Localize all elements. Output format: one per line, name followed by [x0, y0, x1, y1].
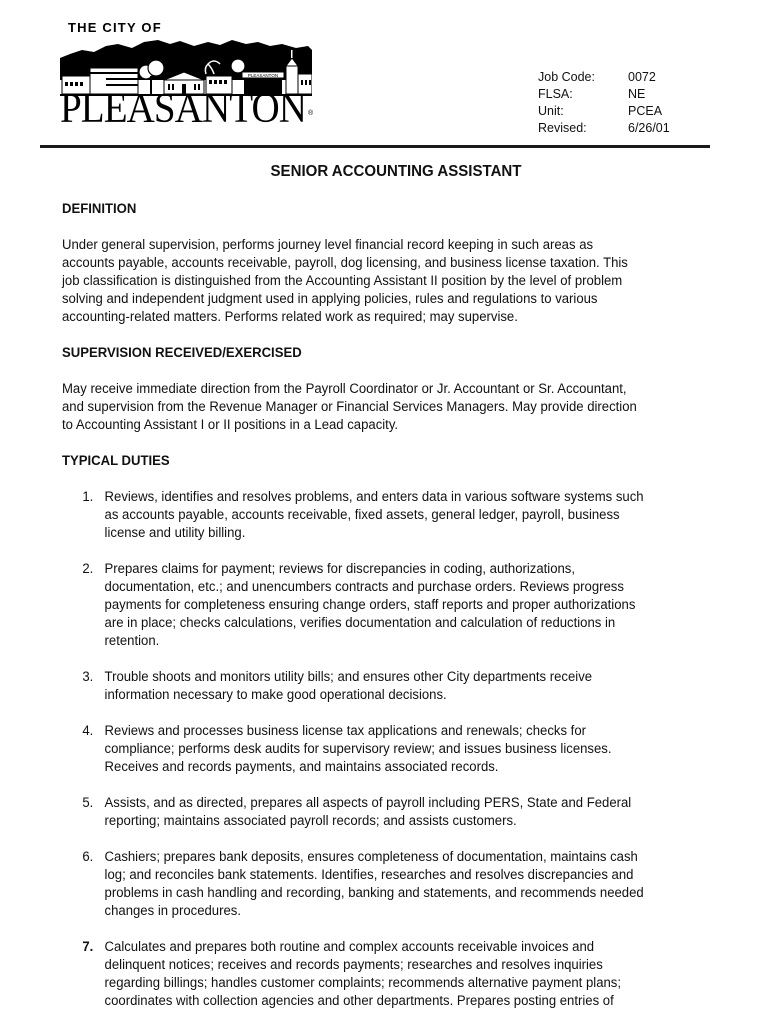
text-line: payments for completeness ensuring change orders, staff reports and proper authorizations: [104, 597, 636, 613]
duty-item-3: [62, 668, 742, 704]
text-line: retention.: [104, 633, 160, 649]
meta-row-job-code: [538, 69, 670, 86]
text-line: Under general supervision, performs journey level financial record keeping in such areas as: [62, 237, 594, 253]
supervision-paragraph: [62, 380, 742, 434]
meta-value: 0072: [628, 70, 656, 84]
city-logo: [60, 18, 320, 130]
text-line: to Accounting Assistant I or II positions in a Lead capacity.: [62, 417, 399, 433]
definition-paragraph: [62, 236, 742, 326]
logo-wordmark: PLEASANTON: [60, 86, 307, 132]
text-line: license and utility billing.: [104, 525, 246, 541]
meta-value: 6/26/01: [628, 121, 670, 135]
meta-row-unit: [538, 103, 670, 120]
section-heading-definition: DEFINITION: [62, 201, 137, 217]
document-title: SENIOR ACCOUNTING ASSISTANT: [270, 163, 522, 180]
duty-item-1: [62, 488, 742, 542]
text-line: job classification is distinguished from the Accounting Assistant II position by the level of problem: [62, 273, 623, 289]
meta-label: Unit:: [538, 104, 564, 118]
duty-number: 5.: [82, 795, 94, 811]
text-line: reporting; maintains associated payroll records; and assists customers.: [104, 813, 517, 829]
text-line: information necessary to make good operational decisions.: [104, 687, 447, 703]
duty-item-6: [62, 848, 742, 920]
duty-item-7: [62, 938, 742, 1010]
duty-number: 6.: [82, 849, 94, 865]
logo-top-text: THE CITY OF: [68, 20, 162, 35]
meta-label: Revised:: [538, 121, 587, 135]
text-line: regarding billings; handles customer complaints; recommends alternative payment plans;: [104, 975, 622, 991]
header-divider: [40, 145, 710, 148]
text-line: and supervision from the Revenue Manager or Financial Services Managers. May provide direction: [62, 399, 637, 415]
text-line: changes in procedures.: [104, 903, 241, 919]
text-line: as accounts payable, accounts receivable, fixed assets, general ledger, payroll, business: [104, 507, 620, 523]
text-line: May receive immediate direction from the Payroll Coordinator or Jr. Accountant or Sr. Accountant,: [62, 381, 627, 397]
text-line: Reviews and processes business license tax applications and renewals; checks for: [104, 723, 586, 739]
text-line: accounts payable, accounts receivable, payroll, dog licensing, and business license taxation. This: [62, 255, 628, 271]
text-line: Receives and records payments, and maintains associated records.: [104, 759, 499, 775]
job-meta-block: [538, 69, 670, 137]
text-line: Calculates and prepares both routine and complex accounts receivable invoices and: [104, 939, 595, 955]
duty-number: 7.: [82, 939, 94, 955]
text-line: Prepares claims for payment; reviews for discrepancies in coding, authorizations,: [104, 561, 576, 577]
section-heading-typical-duties: TYPICAL DUTIES: [62, 453, 170, 469]
registered-mark-icon: ®: [308, 110, 314, 117]
text-line: are in place; checks calculations, verifies documentation and calculation of reductions in: [104, 615, 616, 631]
meta-row-flsa: [538, 86, 670, 103]
meta-label: Job Code:: [538, 70, 595, 84]
duty-item-2: [62, 560, 742, 650]
duty-number: 1.: [82, 489, 94, 505]
duties-list: [62, 488, 742, 1010]
text-line: accounting-related matters. Performs related work as required; may supervise.: [62, 309, 518, 325]
text-line: delinquent notices; receives and records payments; researches and resolves inquiries: [104, 957, 603, 973]
duty-number: 3.: [82, 669, 94, 685]
text-line: compliance; performs desk audits for supervisory review; and issues business licenses.: [104, 741, 612, 757]
meta-label: FLSA:: [538, 87, 573, 101]
duty-item-4: [62, 722, 742, 776]
duty-item-5: [62, 794, 742, 830]
section-heading-supervision: SUPERVISION RECEIVED/EXERCISED: [62, 345, 302, 361]
text-line: documentation, etc.; and unencumbers contracts and purchase orders. Reviews progress: [104, 579, 624, 595]
text-line: Assists, and as directed, prepares all aspects of payroll including PERS, State and Federal: [104, 795, 632, 811]
meta-value: NE: [628, 87, 646, 101]
meta-value: PCEA: [628, 104, 663, 118]
duty-number: 4.: [82, 723, 94, 739]
text-line: problems in cash handling and recording, banking and statements, and recommends needed: [104, 885, 644, 901]
text-line: Reviews, identifies and resolves problems, and enters data in various software systems such: [104, 489, 644, 505]
text-line: coordinates with collection agencies and other departments. Prepares posting entries of: [104, 993, 614, 1009]
text-line: Cashiers; prepares bank deposits, ensures completeness of documentation, maintains cash: [104, 849, 638, 865]
text-line: log; and reconciles bank statements. Identifies, researches and resolves discrepancies and: [104, 867, 634, 883]
duty-number: 2.: [82, 561, 94, 577]
banner-text: PLEASANTON: [247, 73, 279, 78]
meta-row-revised: [538, 120, 670, 137]
text-line: Trouble shoots and monitors utility bills; and ensures other City departments receive: [104, 669, 593, 685]
document-body: [62, 200, 742, 1028]
text-line: solving and independent judgment used in applying policies, rules and regulations to various: [62, 291, 598, 307]
